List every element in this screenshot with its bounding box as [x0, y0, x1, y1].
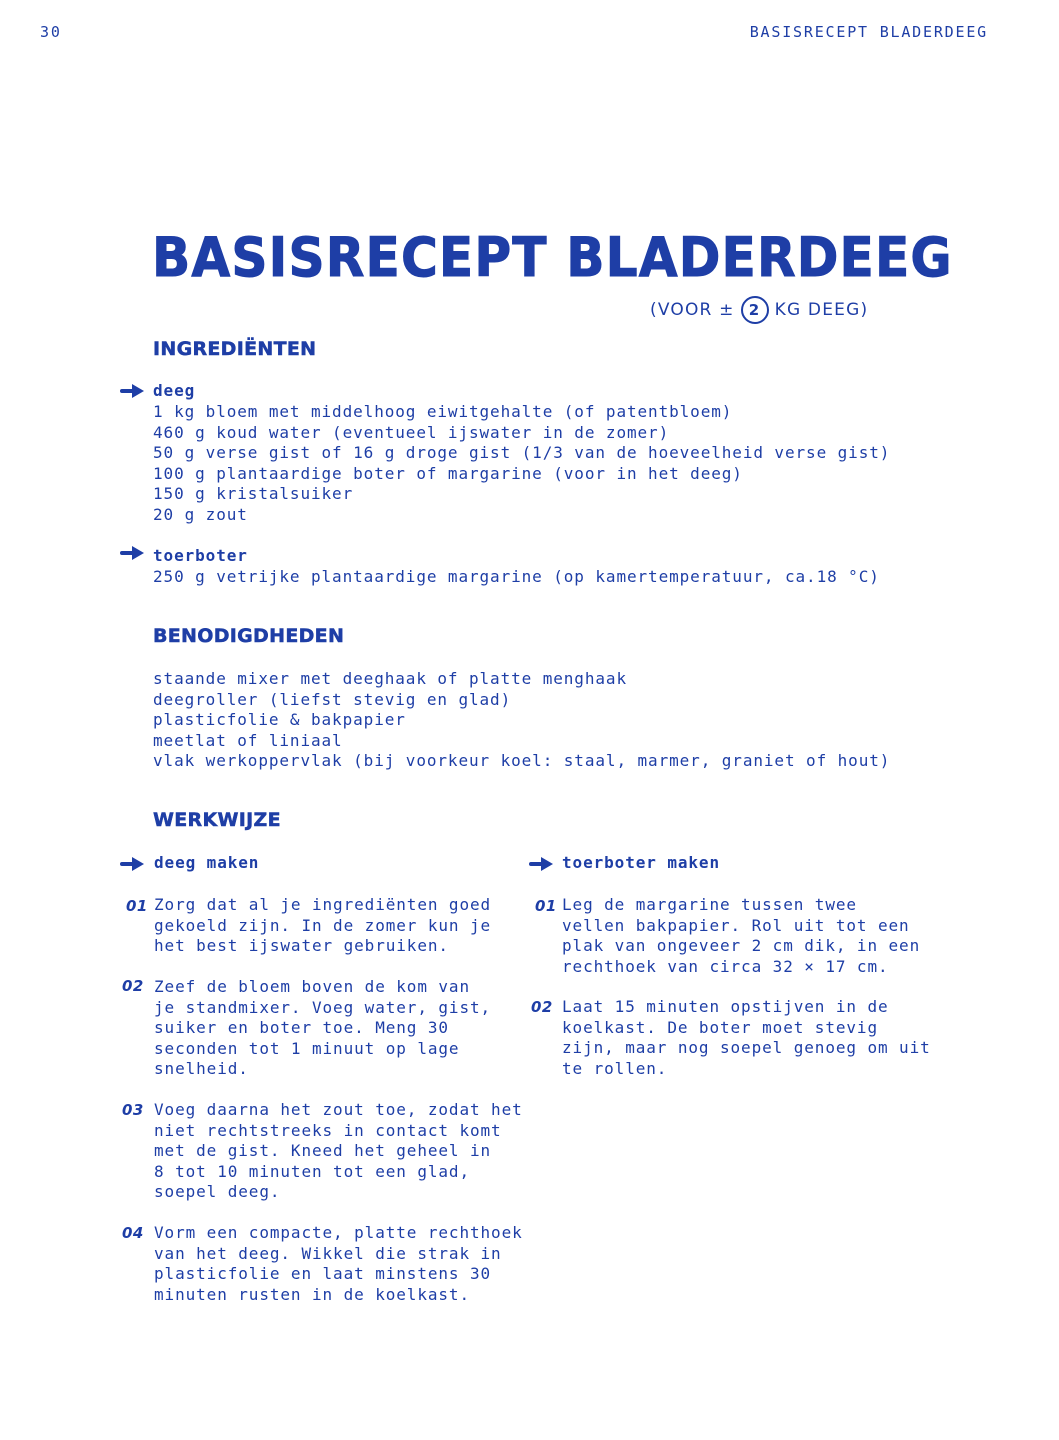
step-number: 04: [122, 1224, 144, 1242]
step-number: 01: [126, 897, 148, 915]
ingredient-list-deeg: [153, 402, 890, 526]
ingredient-line: 250 g vetrijke plantaardige margarine (op kamertemperatuur, ca.18 °C): [153, 567, 880, 586]
equipment-line: staande mixer met deeghaak of platte menghaak: [153, 669, 627, 688]
step-text: [154, 895, 491, 957]
step-number: 03: [122, 1101, 144, 1119]
step-line: te rollen.: [562, 1058, 668, 1078]
page-title: BASISRECEPT BLADERDEEG: [152, 226, 953, 289]
step-number: 02: [122, 977, 144, 995]
step-line: plak van ongeveer 2 cm dik, in een: [562, 936, 921, 956]
step-line: minuten rusten in de koelkast.: [154, 1284, 470, 1304]
step-line: Zorg dat al je ingrediënten goed: [154, 895, 492, 914]
step-number: 01: [535, 897, 557, 915]
yield-amount-circle: 2: [741, 296, 769, 324]
equipment-line: meetlat of liniaal: [153, 730, 343, 750]
ingredient-line: 150 g kristalsuiker: [153, 484, 354, 504]
arrow-right-icon: [120, 544, 146, 562]
method-label-toerboter-maken: toerboter maken: [562, 853, 720, 872]
step-text: [154, 1100, 523, 1203]
step-line: suiker en boter toe. Meng 30: [154, 1018, 449, 1038]
step-line: 8 tot 10 minuten tot een glad,: [154, 1161, 470, 1181]
ingredient-line: 50 g verse gist of 16 g droge gist (1/3 van de hoeveelheid verse gist): [153, 443, 891, 463]
step-number: 02: [531, 998, 553, 1016]
ingredient-line: 20 g zout: [153, 504, 248, 524]
step-line: niet rechtstreeks in contact komt: [154, 1120, 502, 1140]
arrow-right-icon: [120, 855, 146, 873]
step-line: vellen bakpapier. Rol uit tot een: [562, 915, 910, 935]
ingredient-line: 460 g koud water (eventueel ijswater in de zomer): [153, 422, 670, 442]
ingredient-line: 1 kg bloem met middelhoog eiwitgehalte (of patentbloem): [153, 402, 733, 421]
step-line: met de gist. Kneed het geheel in: [154, 1141, 492, 1161]
yield-note: [650, 296, 868, 324]
running-title: BASISRECEPT BLADERDEEG: [749, 23, 988, 41]
ingredients-heading: INGREDIËNTEN: [153, 338, 317, 360]
method-label-deeg-maken: deeg maken: [154, 853, 260, 872]
step-line: plasticfolie en laat minstens 30: [154, 1264, 492, 1284]
step-line: koelkast. De boter moet stevig: [562, 1017, 878, 1037]
yield-prefix: (VOOR ±: [650, 300, 735, 320]
equipment-line: deegroller (liefst stevig en glad): [153, 689, 512, 709]
step-line: rechthoek van circa 32 × 17 cm.: [562, 956, 889, 976]
equipment-line: plasticfolie & bakpapier: [153, 710, 406, 730]
yield-suffix: KG DEEG): [774, 300, 869, 320]
equipment-heading: BENODIGDHEDEN: [153, 625, 345, 647]
step-text: [562, 895, 920, 977]
method-heading: WERKWIJZE: [153, 809, 281, 831]
ingredient-group-label-toerboter: toerboter: [153, 546, 248, 565]
step-line: snelheid.: [154, 1059, 249, 1079]
step-line: zijn, maar nog soepel genoeg om uit: [562, 1038, 931, 1058]
step-line: Zeef de bloem boven de kom van: [154, 977, 470, 996]
step-line: gekoeld zijn. In de zomer kun je: [154, 915, 492, 935]
step-line: van het deeg. Wikkel die strak in: [154, 1243, 502, 1263]
ingredient-list-toerboter: [153, 567, 880, 588]
step-line: je standmixer. Voeg water, gist,: [154, 997, 492, 1017]
step-line: Leg de margarine tussen twee: [562, 895, 857, 914]
step-line: soepel deeg.: [154, 1182, 281, 1202]
step-text: [562, 997, 931, 1079]
ingredient-line: 100 g plantaardige boter of margarine (voor in het deeg): [153, 463, 743, 483]
step-text: [154, 977, 491, 1080]
step-line: het best ijswater gebruiken.: [154, 936, 449, 956]
step-line: Voeg daarna het zout toe, zodat het: [154, 1100, 523, 1119]
step-line: seconden tot 1 minuut op lage: [154, 1038, 460, 1058]
arrow-right-icon: [120, 382, 146, 400]
equipment-line: vlak werkoppervlak (bij voorkeur koel: staal, marmer, graniet of hout): [153, 751, 891, 771]
page-number: 30: [40, 23, 62, 41]
arrow-right-icon: [529, 855, 555, 873]
equipment-list: [153, 669, 890, 772]
step-line: Laat 15 minuten opstijven in de: [562, 997, 889, 1016]
ingredient-group-label-deeg: deeg: [153, 381, 196, 400]
step-line: Vorm een compacte, platte rechthoek: [154, 1223, 523, 1242]
step-text: [154, 1223, 523, 1305]
